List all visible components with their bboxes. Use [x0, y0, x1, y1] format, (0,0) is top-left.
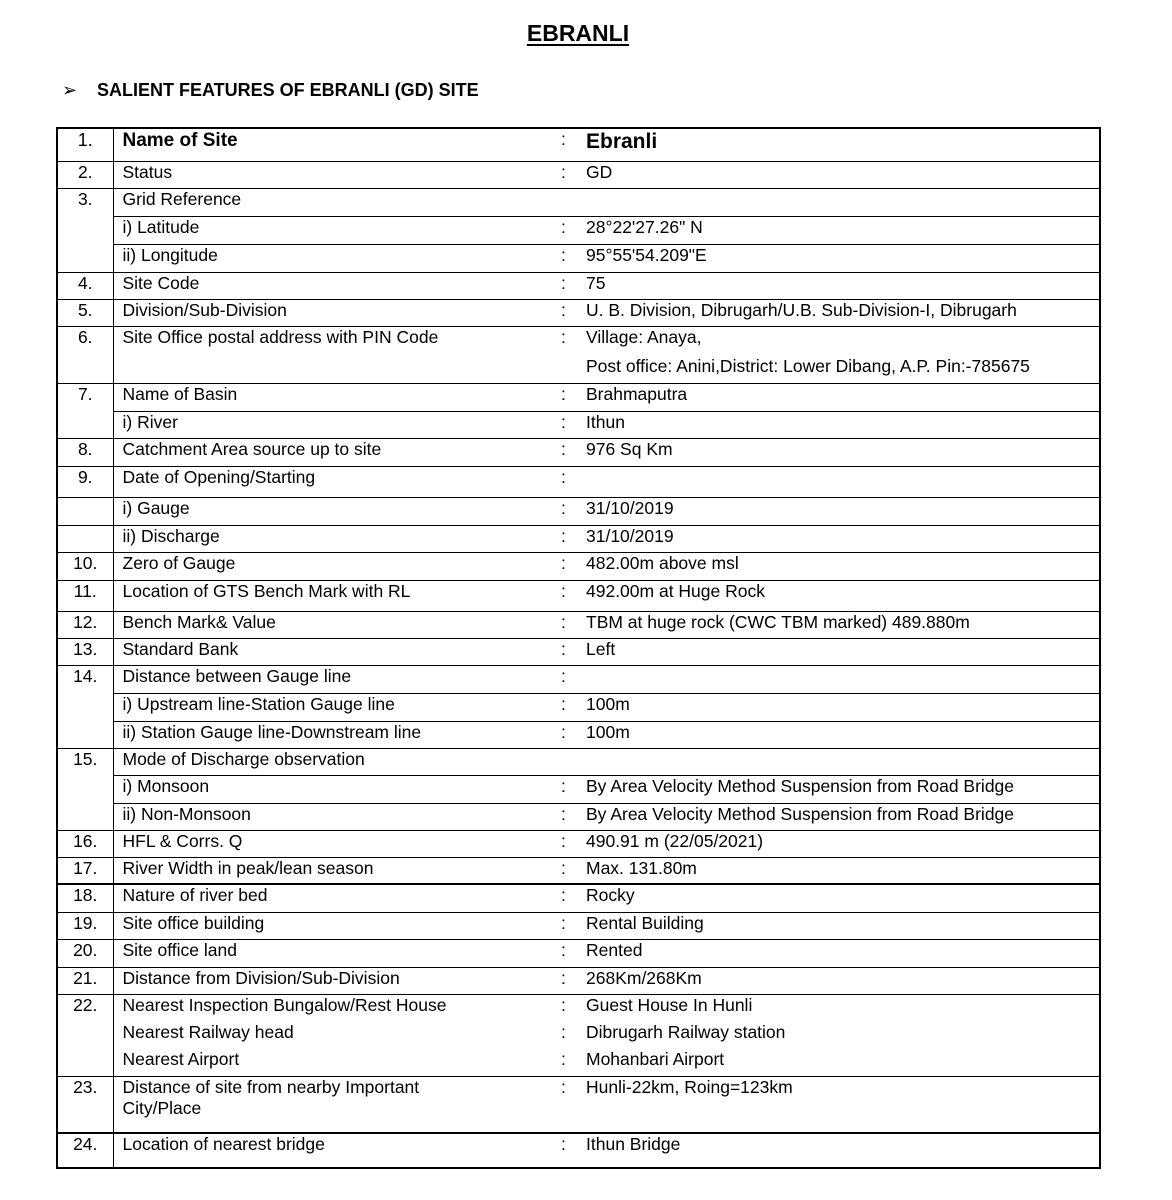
- table-row: [57, 356, 1100, 383]
- table-row: [57, 1133, 1100, 1168]
- row-colon: :: [561, 1049, 566, 1069]
- row-colon: [559, 356, 581, 383]
- row-label: Name of Site: [122, 130, 238, 151]
- row-value: Dibrugarh Railway station: [586, 1022, 786, 1042]
- row-value: Rocky: [581, 884, 1100, 912]
- row-value: Hunli-22km, Roing=123km: [581, 1076, 1100, 1133]
- row-colon: [559, 748, 581, 775]
- row-value: GD: [581, 161, 1100, 188]
- row-label: i) Latitude: [113, 216, 559, 244]
- row-colon: :: [561, 1022, 566, 1042]
- row-colon: :: [559, 411, 581, 438]
- row-number: 15.: [57, 748, 113, 775]
- row-colon: :: [559, 1133, 581, 1168]
- row-value: Ithun Bridge: [581, 1133, 1100, 1168]
- table-row: [57, 1076, 1100, 1133]
- row-label: Site Code: [113, 272, 559, 299]
- row-label: Nearest Railway head: [122, 1022, 294, 1042]
- row-number: 3.: [57, 188, 113, 216]
- row-colon: :: [561, 129, 566, 149]
- table-row: [57, 272, 1100, 299]
- row-colon: :: [559, 638, 581, 665]
- table-row: [57, 693, 1100, 721]
- row-number: 21.: [57, 967, 113, 994]
- row-value: 31/10/2019: [581, 525, 1100, 552]
- row-number: 19.: [57, 912, 113, 939]
- salient-features-body: [57, 128, 1100, 1168]
- row-value: [581, 188, 1100, 216]
- row-number: [57, 216, 113, 244]
- row-label: Status: [113, 161, 559, 188]
- row-colon: :: [559, 611, 581, 638]
- row-value: 31/10/2019: [581, 497, 1100, 525]
- table-row: [57, 803, 1100, 830]
- row-label: Bench Mark& Value: [113, 611, 559, 638]
- row-number: [57, 497, 113, 525]
- row-number: 1.: [57, 128, 113, 161]
- row-number: 17.: [57, 857, 113, 884]
- row-label: Mode of Discharge observation: [113, 748, 559, 775]
- row-number: [57, 693, 113, 721]
- row-label: i) Upstream line-Station Gauge line: [113, 693, 559, 721]
- row-number: 2.: [57, 161, 113, 188]
- row-number: 10.: [57, 552, 113, 580]
- row-colon: :: [559, 830, 581, 857]
- section-heading-text: SALIENT FEATURES OF EBRANLI (GD) SITE: [97, 80, 479, 100]
- arrow-bullet-icon: ➢: [62, 80, 78, 100]
- row-colon: :: [559, 912, 581, 939]
- row-value: Ithun: [581, 411, 1100, 438]
- row-value: TBM at huge rock (CWC TBM marked) 489.880m: [581, 611, 1100, 638]
- row-label: Site office land: [113, 939, 559, 967]
- table-row: [57, 857, 1100, 884]
- row-number: 12.: [57, 611, 113, 638]
- row-colon: :: [559, 326, 581, 356]
- row-number: 22.: [57, 994, 113, 1022]
- row-value: [581, 466, 1100, 497]
- table-row: [57, 994, 1100, 1022]
- row-value: Brahmaputra: [581, 383, 1100, 411]
- row-value: U. B. Division, Dibrugarh/U.B. Sub-Division-I, Dibrugarh: [581, 299, 1100, 326]
- table-row: [57, 912, 1100, 939]
- table-row: [57, 665, 1100, 693]
- row-colon: [559, 188, 581, 216]
- row-colon: :: [559, 693, 581, 721]
- table-row: [57, 552, 1100, 580]
- row-value: Post office: Anini,District: Lower Dibang, A.P. Pin:-785675: [586, 356, 1030, 376]
- row-label: ii) Station Gauge line-Downstream line: [113, 721, 559, 748]
- row-value: 28°22'27.26" N: [581, 216, 1100, 244]
- row-number: 24.: [57, 1133, 113, 1168]
- row-colon: :: [559, 161, 581, 188]
- table-row: [57, 748, 1100, 775]
- row-number: 5.: [57, 299, 113, 326]
- row-number: [57, 525, 113, 552]
- table-row: [57, 466, 1100, 497]
- row-label: i) Monsoon: [113, 775, 559, 803]
- salient-features-table: [56, 127, 1101, 1169]
- row-value: 490.91 m (22/05/2021): [581, 830, 1100, 857]
- row-value: 100m: [581, 693, 1100, 721]
- table-row: [57, 830, 1100, 857]
- row-colon: :: [559, 216, 581, 244]
- table-row: [57, 611, 1100, 638]
- row-colon: :: [559, 497, 581, 525]
- row-label: Location of nearest bridge: [113, 1133, 559, 1168]
- document-title: EBRANLI: [526, 20, 630, 46]
- row-colon: :: [559, 299, 581, 326]
- table-row: [57, 1049, 1100, 1076]
- table-row: [57, 939, 1100, 967]
- row-label: Standard Bank: [113, 638, 559, 665]
- row-label: ii) Non-Monsoon: [113, 803, 559, 830]
- table-row: [57, 326, 1100, 356]
- table-row: [57, 775, 1100, 803]
- row-value: Village: Anaya,: [581, 326, 1100, 356]
- row-colon: :: [559, 525, 581, 552]
- row-value: Guest House In Hunli: [581, 994, 1100, 1022]
- row-label: Nearest Inspection Bungalow/Rest House: [113, 994, 559, 1022]
- row-value: 482.00m above msl: [581, 552, 1100, 580]
- row-number: [57, 721, 113, 748]
- table-row: [57, 383, 1100, 411]
- row-label: River Width in peak/lean season: [113, 857, 559, 884]
- row-value: 75: [581, 272, 1100, 299]
- table-row: [57, 411, 1100, 438]
- row-colon: :: [559, 721, 581, 748]
- row-value: Ebranli: [586, 130, 658, 153]
- table-row: [57, 580, 1100, 611]
- row-value: By Area Velocity Method Suspension from Road Bridge: [581, 803, 1100, 830]
- row-value: [581, 748, 1100, 775]
- row-label: ii) Discharge: [113, 525, 559, 552]
- row-value: [581, 665, 1100, 693]
- table-row: [57, 188, 1100, 216]
- row-label: [113, 356, 559, 383]
- section-heading: [62, 80, 479, 101]
- table-row: [57, 244, 1100, 272]
- table-row: [57, 497, 1100, 525]
- row-number: 18.: [57, 884, 113, 912]
- row-number: [57, 1049, 113, 1076]
- row-number: 20.: [57, 939, 113, 967]
- row-label: Zero of Gauge: [113, 552, 559, 580]
- row-number: [57, 244, 113, 272]
- row-number: 4.: [57, 272, 113, 299]
- row-label: Site Office postal address with PIN Code: [113, 326, 559, 356]
- row-label: Division/Sub-Division: [113, 299, 559, 326]
- table-row: [57, 438, 1100, 466]
- row-value: Max. 131.80m: [581, 857, 1100, 884]
- row-value: By Area Velocity Method Suspension from Road Bridge: [581, 775, 1100, 803]
- row-value: 268Km/268Km: [581, 967, 1100, 994]
- row-colon: :: [559, 884, 581, 912]
- row-value: Left: [581, 638, 1100, 665]
- row-colon: :: [559, 775, 581, 803]
- row-label: Catchment Area source up to site: [113, 438, 559, 466]
- row-label: Nearest Airport: [122, 1049, 240, 1069]
- row-value: 95°55'54.209"E: [581, 244, 1100, 272]
- table-row: [57, 216, 1100, 244]
- row-colon: :: [559, 994, 581, 1022]
- row-label: Distance of site from nearby Important City/Place: [113, 1076, 559, 1133]
- table-row: [57, 1022, 1100, 1049]
- row-value: 976 Sq Km: [581, 438, 1100, 466]
- table-row: [57, 721, 1100, 748]
- row-colon: :: [559, 857, 581, 884]
- row-colon: :: [559, 552, 581, 580]
- row-label: Grid Reference: [113, 188, 559, 216]
- table-row: [57, 161, 1100, 188]
- row-colon: :: [559, 665, 581, 693]
- row-number: 8.: [57, 438, 113, 466]
- row-colon: :: [559, 580, 581, 611]
- row-label: Distance between Gauge line: [113, 665, 559, 693]
- table-row: [57, 525, 1100, 552]
- row-number: [57, 411, 113, 438]
- row-label: i) River: [113, 411, 559, 438]
- row-number: 14.: [57, 665, 113, 693]
- row-label: Nature of river bed: [113, 884, 559, 912]
- row-number: 13.: [57, 638, 113, 665]
- row-colon: :: [559, 244, 581, 272]
- row-label: Site office building: [113, 912, 559, 939]
- row-colon: :: [559, 939, 581, 967]
- row-colon: :: [559, 967, 581, 994]
- row-number: [57, 356, 113, 383]
- row-label: Distance from Division/Sub-Division: [113, 967, 559, 994]
- row-label: Name of Basin: [113, 383, 559, 411]
- row-label: Location of GTS Bench Mark with RL: [113, 580, 559, 611]
- table-row: [57, 128, 1100, 161]
- row-value: Rental Building: [581, 912, 1100, 939]
- row-colon: :: [559, 466, 581, 497]
- row-number: [57, 803, 113, 830]
- row-colon: :: [559, 1076, 581, 1133]
- row-colon: :: [559, 803, 581, 830]
- table-row: [57, 967, 1100, 994]
- row-number: 7.: [57, 383, 113, 411]
- row-value: Rented: [581, 939, 1100, 967]
- row-label: Date of Opening/Starting: [113, 466, 559, 497]
- row-number: [57, 775, 113, 803]
- row-value: Mohanbari Airport: [586, 1049, 725, 1069]
- row-number: 23.: [57, 1076, 113, 1133]
- row-number: 16.: [57, 830, 113, 857]
- table-row: [57, 299, 1100, 326]
- row-number: 9.: [57, 466, 113, 497]
- row-number: [57, 1022, 113, 1049]
- row-colon: :: [559, 438, 581, 466]
- table-row: [57, 884, 1100, 912]
- row-number: 6.: [57, 326, 113, 356]
- row-value: 492.00m at Huge Rock: [581, 580, 1100, 611]
- row-colon: :: [559, 272, 581, 299]
- row-label: i) Gauge: [113, 497, 559, 525]
- row-value: 100m: [581, 721, 1100, 748]
- row-number: 11.: [57, 580, 113, 611]
- row-label: HFL & Corrs. Q: [113, 830, 559, 857]
- row-colon: :: [559, 383, 581, 411]
- table-row: [57, 638, 1100, 665]
- row-label: ii) Longitude: [113, 244, 559, 272]
